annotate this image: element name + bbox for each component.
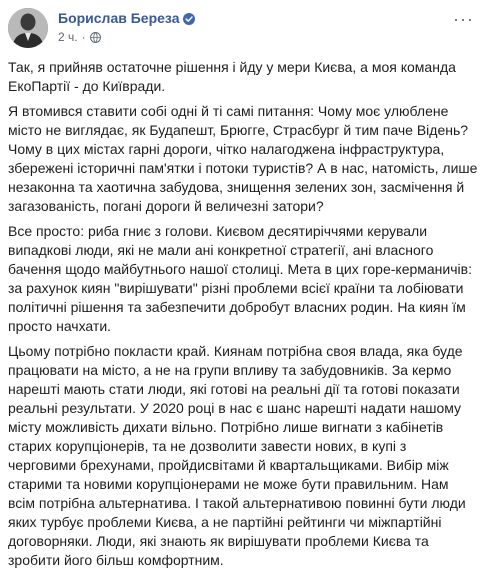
meta-separator: ·	[81, 30, 86, 44]
author-name[interactable]	[58, 10, 195, 26]
post-header	[8, 8, 478, 48]
author-avatar[interactable]	[8, 8, 48, 48]
post-meta	[58, 30, 101, 44]
verified-badge-icon	[183, 12, 195, 24]
more-options-icon[interactable]: ···	[453, 9, 474, 29]
post-body	[8, 58, 478, 570]
globe-icon[interactable]	[90, 32, 101, 43]
author-name-text[interactable]: Борислав Береза	[58, 10, 180, 26]
post-paragraph: Все просто: риба гниє з голови. Києвом десятиріччями керували випадкові люди, які не мали ані конкретної стратегії, ані власного бачення щодо майбутнього нашої столиці. Мета в цих горе-керманичів: за рахунок киян "вирішувати" різні проблеми всієї країни та лобіювати політичні рішення та забезпечити добробут власних родин. На киян їм просто начхати.	[8, 223, 472, 334]
post-timestamp[interactable]: 2 ч.	[58, 30, 78, 44]
post-paragraph: Так, я прийняв остаточне рішення і йду у мери Києва, а моя команда ЕкоПартії - до Київради.	[8, 59, 456, 94]
post-paragraph: Я втомився ставити собі одні й ті самі питання: Чому моє улюблене місто не виглядає, як Будапешт, Брюгге, Страсбург й тим паче Відень? Чому в цих містах гарні дороги, чітко налагоджена інфраструктура, збережені історичні пам'ятки і потоки туристів? А в нас, натомість, лише незаконна та хаотична забудова, знищення зелених зон, засмічення й загазованість, погані дороги й величезні затори?	[8, 103, 478, 214]
post-paragraph: Цьому потрібно покласти край. Киянам потрібна своя влада, яка буде працювати на місто, а не на групи впливу та забудовників. За кермо нарешті мають стати люди, які готові на реальні дії та готові показати реальні результати. У 2020 році в нас є шанс нарешті надати нашому місту можливість дихати вільно. Потрібно лише вигнати з кабінетів старих корупціонерів, та не дозволити завести нових, в купі з черговими брехунами, пройдисвітами й квартальщиками. Вибір між старими та новими корупціонерами не може бути правильним. Нам всім потрібна альтернатива. І такой альтернативою повинні бути люди яких турбує проблеми Києва, а не партійні рейтинги чи міжпартійні договорняки. Люди, які знають як вирішувати проблеми Києва та зробити його більш комфортним.	[8, 343, 466, 568]
